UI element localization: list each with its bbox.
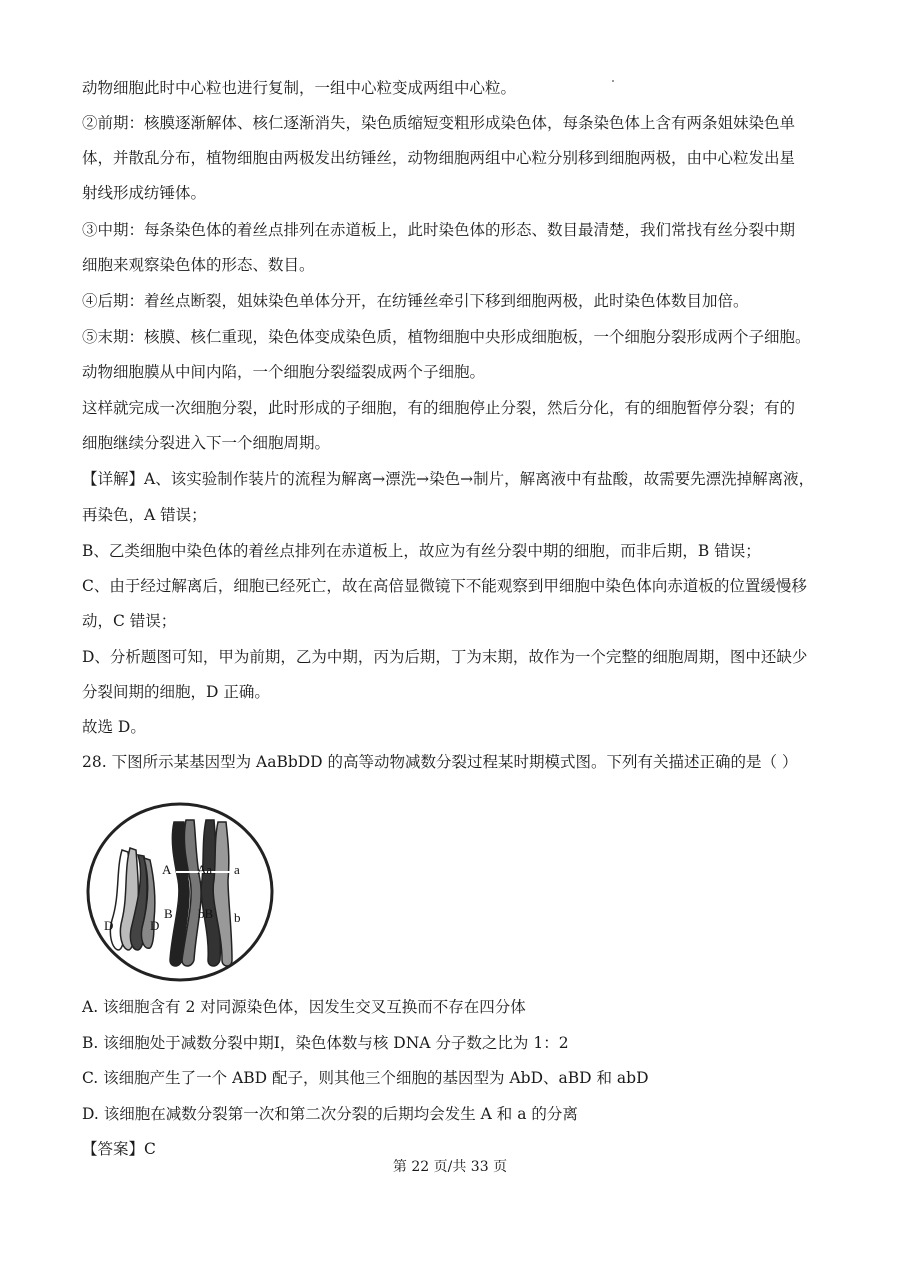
text-line-12: 【详解】A、该实验制作装片的流程为解离→漂洗→染色→制片，解离液中有盐酸，故需要先漂洗掉解离液， (82, 470, 815, 488)
text-line-10: 这样就完成一次细胞分裂，此时形成的子细胞，有的细胞停止分裂，然后分化，有的细胞暂停分裂；有的 (82, 399, 796, 417)
page-footer: 第 22 页/共 33 页 (392, 1159, 508, 1175)
text-line-7: ④后期：着丝点断裂，姐妹染色单体分开，在纺锤丝牵引下移到细胞两极，此时染色体数目加倍。 (82, 292, 749, 310)
text-line-2: ②前期：核膜逐渐解体、核仁逐渐消失，染色质缩短变粗形成染色体，每条染色体上含有两条姐妹染色单 (82, 114, 796, 132)
text-line-17: D、分析题图可知，甲为前期，乙为中期，丙为后期，丁为末期，故作为一个完整的细胞周期，图中还缺少 (82, 648, 808, 666)
label-bB-mid: bB (198, 906, 214, 921)
text-line-9: 动物细胞膜从中间内陷，一个细胞分裂缢裂成两个子细胞。 (82, 363, 486, 381)
meiosis-cell-figure (82, 800, 282, 985)
label-D-right: D (150, 918, 160, 933)
question-28-stem: 28. 下图所示某基因型为 AaBbDD 的高等动物减数分裂过程某时期模式图。下列有关描述正确的是（ ） (82, 753, 798, 771)
text-line-8: ⑤末期：核膜、核仁重现，染色体变成染色质，植物细胞中央形成细胞板，一个细胞分裂形成两个子细胞。 (82, 328, 811, 346)
text-line-11: 细胞继续分裂进入下一个细胞周期。 (82, 434, 331, 452)
text-line-19: 故选 D。 (82, 718, 146, 736)
text-line-5: ③中期：每条染色体的着丝点排列在赤道板上，此时染色体的形态、数目最清楚，我们常找有丝分裂中期 (82, 221, 796, 239)
answer-line: 【答案】C (82, 1140, 156, 1158)
label-Aa-mid: Aa (197, 862, 213, 877)
option-c: C. 该细胞产生了一个 ABD 配子，则其他三个细胞的基因型为 AbD、aBD 和 abD (82, 1069, 649, 1087)
label-B-left: B (164, 906, 173, 921)
text-line-16: 动，C 错误； (82, 612, 177, 630)
text-line-15: C、由于经过解离后，细胞已经死亡，故在高倍显微镜下不能观察到甲细胞中染色体向赤道板的位置缓慢移 (82, 577, 807, 595)
text-line-13: 再染色，A 错误； (82, 506, 207, 524)
label-a-right: a (234, 862, 240, 877)
text-line-3: 体，并散乱分布，植物细胞由两极发出纺锤丝，动物细胞两组中心粒分别移到细胞两极，由中心粒发出星 (82, 149, 796, 167)
text-line-6: 细胞来观察染色体的形态、数目。 (82, 256, 315, 274)
label-b-right: b (234, 910, 241, 925)
text-line-14: B、乙类细胞中染色体的着丝点排列在赤道板上，故应为有丝分裂中期的细胞，而非后期，B 错误； (82, 542, 761, 560)
text-line-1: 动物细胞此时中心粒也进行复制，一组中心粒变成两组中心粒。 (82, 79, 517, 97)
option-d: D. 该细胞在减数分裂第一次和第二次分裂的后期均会发生 A 和 a 的分离 (82, 1105, 578, 1123)
label-A-left: A (162, 862, 172, 877)
option-b: B. 该细胞处于减数分裂中期Ⅰ，染色体数与核 DNA 分子数之比为 1：2 (82, 1034, 569, 1052)
label-D-left: D (104, 918, 114, 933)
text-line-4: 射线形成纺锤体。 (82, 184, 207, 202)
chromosome-pair-d (110, 848, 154, 950)
text-line-18: 分裂间期的细胞，D 正确。 (82, 683, 270, 701)
chromosome-pair-ab (170, 820, 234, 966)
option-a: A. 该细胞含有 2 对同源染色体，因发生交叉互换而不存在四分体 (82, 998, 526, 1016)
cell-illustration (82, 800, 282, 985)
